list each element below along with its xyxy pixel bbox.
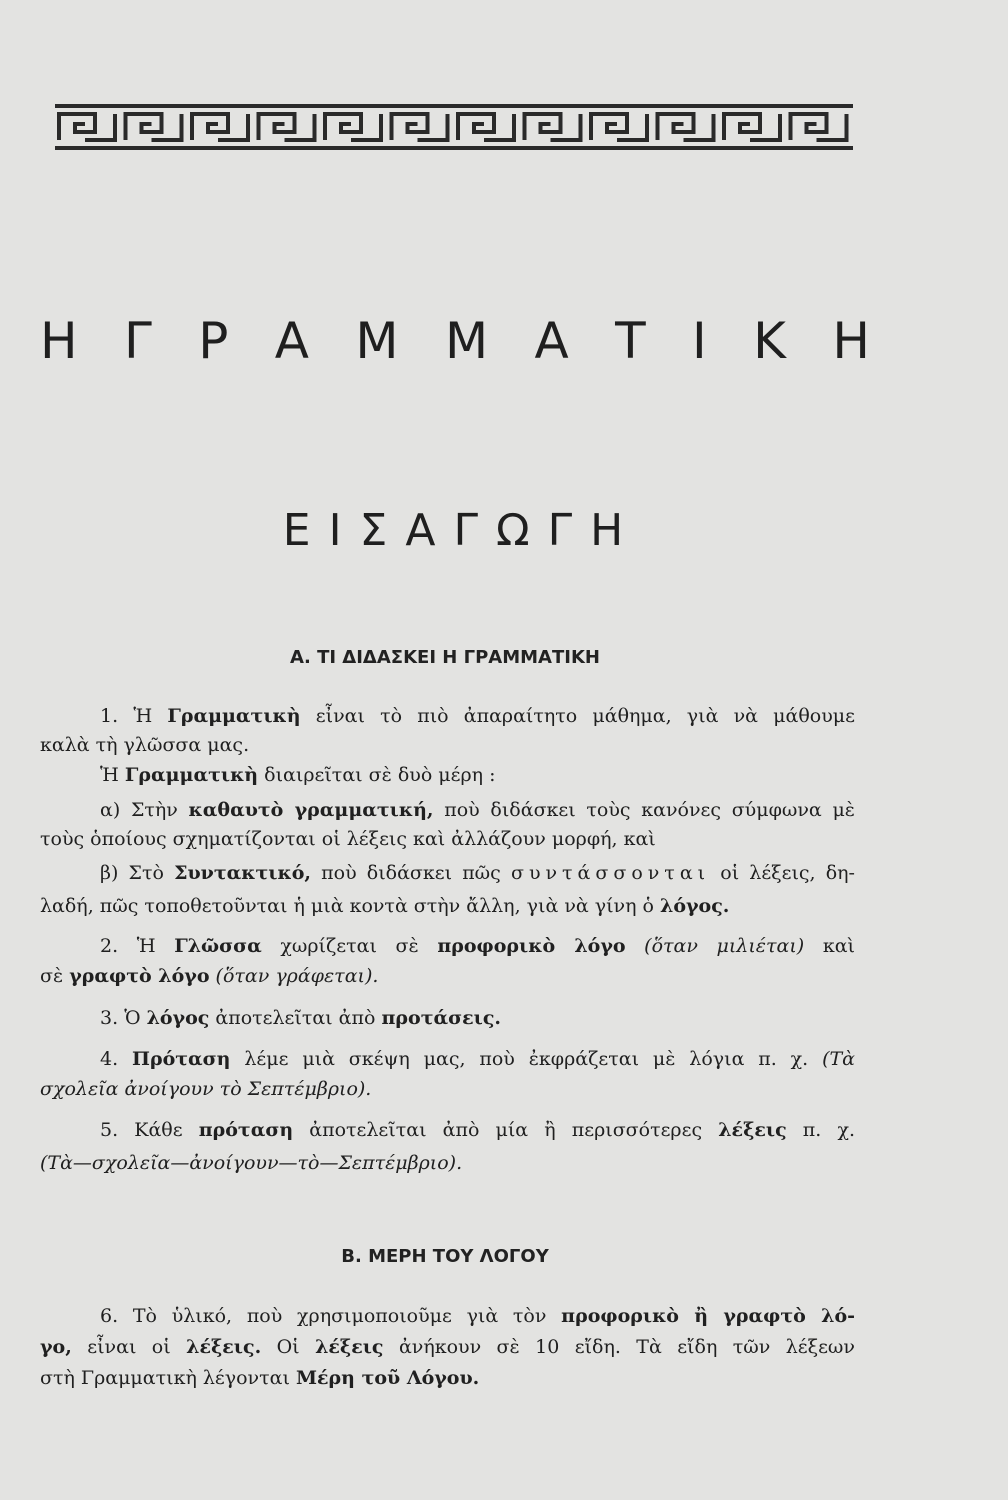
bold-term: λόγος. (660, 895, 730, 917)
title-letter: Κ (753, 312, 786, 370)
text: ποὺ διδάσκει πῶς (321, 862, 501, 884)
paragraph-number: 2. (100, 935, 119, 957)
text: καὶ (822, 935, 855, 957)
bold-term: Συντακτικό, (174, 862, 312, 884)
meander-unit (325, 114, 381, 140)
text: λέμε μιὰ σκέψη μας, ποὺ ἐκφράζεται μὲ λόγια π. χ. (244, 1048, 809, 1070)
bold-term: καθαυτὸ γραμματική, (188, 799, 434, 821)
paragraph-2-line-2 (40, 963, 855, 989)
text: Ὁ (124, 1007, 141, 1029)
bold-term: λέξεις (718, 1119, 787, 1141)
italic-text: (ὅταν μιλιέται) (644, 935, 805, 957)
text: λαδή, πῶς τοποθετοῦνται ἡ μιὰ κοντὰ στὴν ἄλλη, γιὰ νὰ γίνη ὁ (40, 895, 654, 917)
paragraph-1-line-1 (40, 703, 855, 729)
paragraph-number: 1. (100, 705, 119, 727)
bold-term: προτάσεις. (381, 1007, 502, 1029)
text: εἶναι τὸ πιὸ ἀπαραίτητο μάθημα, γιὰ νὰ μάθουμε (315, 705, 855, 727)
meander-unit (724, 114, 780, 140)
meander-unit (392, 114, 448, 140)
paragraph-2-line-1 (100, 933, 855, 959)
text: Κάθε (134, 1119, 183, 1141)
paragraph-number: 3. (100, 1007, 119, 1029)
title-letter: Α (534, 312, 569, 370)
text: Οἱ (276, 1336, 300, 1358)
meander-unit (458, 114, 514, 140)
text: σὲ (40, 965, 64, 987)
title-letter: Τ (615, 312, 646, 370)
meander-unit (591, 114, 647, 140)
text: στὴ Γραμματικὴ λέγονται (40, 1367, 290, 1389)
bold-term: λέξεις. (186, 1336, 262, 1358)
text: οἱ λέξεις, δη- (720, 862, 855, 884)
text: Ἡ (136, 935, 156, 957)
paragraph-number: 4. (100, 1048, 119, 1070)
item-a-line-1 (100, 797, 855, 823)
paragraph-6-line-1 (100, 1303, 855, 1329)
meander-unit (59, 114, 115, 140)
bold-term: Μέρη τοῦ Λόγου. (295, 1367, 480, 1389)
title-letter: Μ (444, 312, 489, 370)
paragraph-number: 5. (100, 1119, 119, 1141)
text: ἀνήκουν σὲ 10 εἴδη. Τὰ εἴδη τῶν λέξεων (398, 1336, 855, 1358)
item-a-line-2: τοὺς ὁποίους σχηματίζονται οἱ λέξεις καὶ ἀλλάζουν μορφή, καὶ (40, 828, 656, 850)
spaced-term: συντάσσονται (510, 862, 711, 884)
text: ἀποτελεῖται ἀπὸ (215, 1007, 376, 1029)
paragraph-1b-line (100, 762, 915, 788)
bold-term: προφορικὸ λόγο (437, 935, 626, 957)
text: α) Στὴν (100, 799, 178, 821)
greek-key-border-ornament (55, 104, 853, 150)
paragraph-number: 6. (100, 1305, 119, 1327)
bold-term: Πρόταση (132, 1048, 231, 1070)
item-b-line-1 (100, 860, 855, 886)
text: ἀποτελεῖται ἀπὸ μία ἢ περισσότερες (309, 1119, 703, 1141)
text: β) Στὸ (100, 862, 164, 884)
title-letter: Η (832, 312, 870, 370)
meander-unit (126, 114, 182, 140)
italic-text: (ὅταν γράφεται). (215, 965, 379, 987)
text: Ἡ (133, 705, 153, 727)
meander-unit (658, 114, 714, 140)
title-letter: Γ (124, 312, 152, 370)
text: Τὸ ὑλικό, ποὺ χρησιμοποιοῦμε γιὰ τὸν (132, 1305, 547, 1327)
paragraph-3-line (100, 1005, 915, 1031)
bold-term: γραφτὸ λόγο (69, 965, 210, 987)
subtitle: ΕΙΣΑΓΩΓΗ (282, 505, 642, 556)
meander-unit (259, 114, 315, 140)
paragraph-5-line-2: (Τὰ—σχολεῖα—ἀνοίγουν—τὸ—Σεπτέμβριο). (40, 1152, 463, 1174)
section-a-heading: Α. ΤΙ ΔΙΔΑΣΚΕΙ Η ΓΡΑΜΜΑΤΙΚΗ (290, 647, 600, 668)
paragraph-6-line-3 (40, 1365, 855, 1391)
paragraph-5-line-1 (100, 1117, 855, 1143)
bold-term: πρόταση (198, 1119, 294, 1141)
title-letter: Ι (692, 312, 707, 370)
meander-unit (791, 114, 847, 140)
section-b-heading: Β. ΜΕΡΗ ΤΟΥ ΛΟΓΟΥ (341, 1246, 549, 1267)
title-letter: Μ (355, 312, 399, 370)
bold-term: λέξεις (315, 1336, 384, 1358)
paragraph-4-line-1 (100, 1046, 855, 1072)
title-letter: Η (40, 312, 78, 370)
paragraph-1-line-2: καλὰ τὴ γλῶσσα μας. (40, 734, 250, 756)
text: χωρίζεται σὲ (280, 935, 419, 957)
bold-term: προφορικὸ ἢ γραφτὸ λό- (561, 1305, 856, 1327)
bold-term: γο, (40, 1336, 72, 1358)
italic-text: (Τὰ (822, 1048, 856, 1070)
text: Ἡ (100, 764, 119, 786)
text: ποὺ διδάσκει τοὺς κανόνες σύμφωνα μὲ (444, 799, 855, 821)
main-title (40, 312, 870, 370)
bold-term: Γλῶσσα (174, 935, 262, 957)
bold-term: Γραμματικὴ (124, 764, 259, 786)
meander-unit (525, 114, 581, 140)
title-letter: Α (274, 312, 310, 370)
text: διαιρεῖται σὲ δυὸ μέρη : (264, 764, 496, 786)
paragraph-6-line-2 (40, 1334, 855, 1360)
item-b-line-2 (40, 893, 855, 919)
bold-term: λόγος (146, 1007, 210, 1029)
bold-term: Γραμματικὴ (167, 705, 301, 727)
paragraph-4-line-2: σχολεῖα ἀνοίγουν τὸ Σεπτέμβριο). (40, 1078, 372, 1100)
title-letter: Ρ (198, 312, 229, 370)
text: π. χ. (802, 1119, 855, 1141)
text: εἶναι οἱ (87, 1336, 171, 1358)
meander-unit (192, 114, 248, 140)
